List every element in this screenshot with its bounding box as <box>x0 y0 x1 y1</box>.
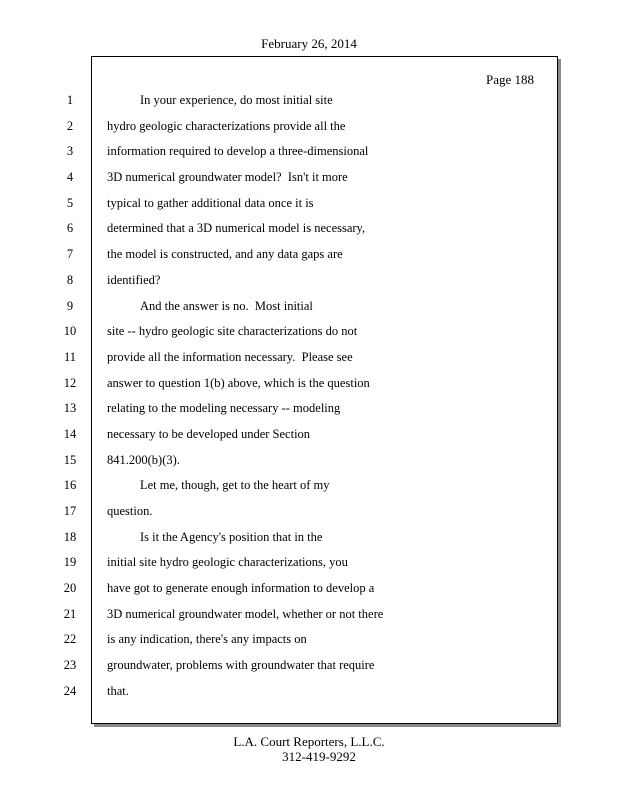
line-number: 12 <box>63 375 77 390</box>
transcript-line: information required to develop a three-dimensional <box>107 144 369 159</box>
transcript-line: determined that a 3D numerical model is necessary, <box>107 221 366 236</box>
transcript-line: site -- hydro geologic site characterizations do not <box>107 324 358 339</box>
line-number: 4 <box>66 170 74 185</box>
footer-company: L.A. Court Reporters, L.L.C. <box>233 734 385 749</box>
line-number: 6 <box>66 221 74 236</box>
line-number: 11 <box>63 349 77 364</box>
transcript-line: question. <box>107 504 153 518</box>
transcript-line: have got to generate enough information to develop a <box>107 581 375 596</box>
line-number: 3 <box>66 144 74 159</box>
line-number: 16 <box>63 478 77 493</box>
transcript-body <box>107 88 547 705</box>
transcript-line: 3D numerical groundwater model, whether or not there <box>107 606 384 621</box>
transcript-line: typical to gather additional data once it is <box>107 195 314 210</box>
line-number: 21 <box>63 606 77 621</box>
transcript-line: groundwater, problems with groundwater that require <box>107 658 375 673</box>
transcript-line: And the answer is no. Most initial <box>140 298 313 313</box>
line-number: 10 <box>63 324 77 339</box>
line-number-column <box>55 88 85 705</box>
line-number: 14 <box>63 426 77 441</box>
transcript-line: Is it the Agency's position that in the <box>140 529 323 544</box>
transcript-line: 841.200(b)(3). <box>107 452 180 467</box>
footer <box>0 734 618 764</box>
transcript-line: that. <box>107 683 129 698</box>
transcript-line: Let me, though, get to the heart of my <box>140 478 330 493</box>
transcript-line: In your experience, do most initial site <box>140 93 333 107</box>
transcript-line: the model is constructed, and any data gaps are <box>107 247 343 262</box>
line-number: 20 <box>63 581 77 596</box>
line-number: 17 <box>63 504 77 518</box>
header-date: February 26, 2014 <box>261 36 357 51</box>
transcript-line: identified? <box>107 272 161 287</box>
line-number: 7 <box>66 247 74 262</box>
footer-phone: 312-419-9292 <box>282 749 356 764</box>
transcript-line: 3D numerical groundwater model? Isn't it more <box>107 170 348 185</box>
line-number: 22 <box>63 632 77 647</box>
line-number: 18 <box>63 529 77 544</box>
page-number: Page 188 <box>485 72 534 87</box>
transcript-line: initial site hydro geologic characterizations, you <box>107 555 348 570</box>
transcript-line: necessary to be developed under Section <box>107 426 311 441</box>
transcript-line: relating to the modeling necessary -- modeling <box>107 401 341 416</box>
line-number: 9 <box>66 298 74 313</box>
line-number: 19 <box>63 555 77 570</box>
line-number: 5 <box>66 195 74 210</box>
line-number: 15 <box>63 452 77 467</box>
line-number: 23 <box>63 658 77 673</box>
line-number: 1 <box>66 93 74 107</box>
transcript-line: hydro geologic characterizations provide all the <box>107 118 346 133</box>
line-number: 24 <box>63 683 77 698</box>
line-number: 8 <box>66 272 74 287</box>
transcript-line: provide all the information necessary. Please see <box>107 349 353 364</box>
line-number: 2 <box>66 118 74 133</box>
transcript-line: is any indication, there's any impacts on <box>107 632 307 647</box>
line-number: 13 <box>63 401 77 416</box>
transcript-line: answer to question 1(b) above, which is the question <box>107 375 370 390</box>
